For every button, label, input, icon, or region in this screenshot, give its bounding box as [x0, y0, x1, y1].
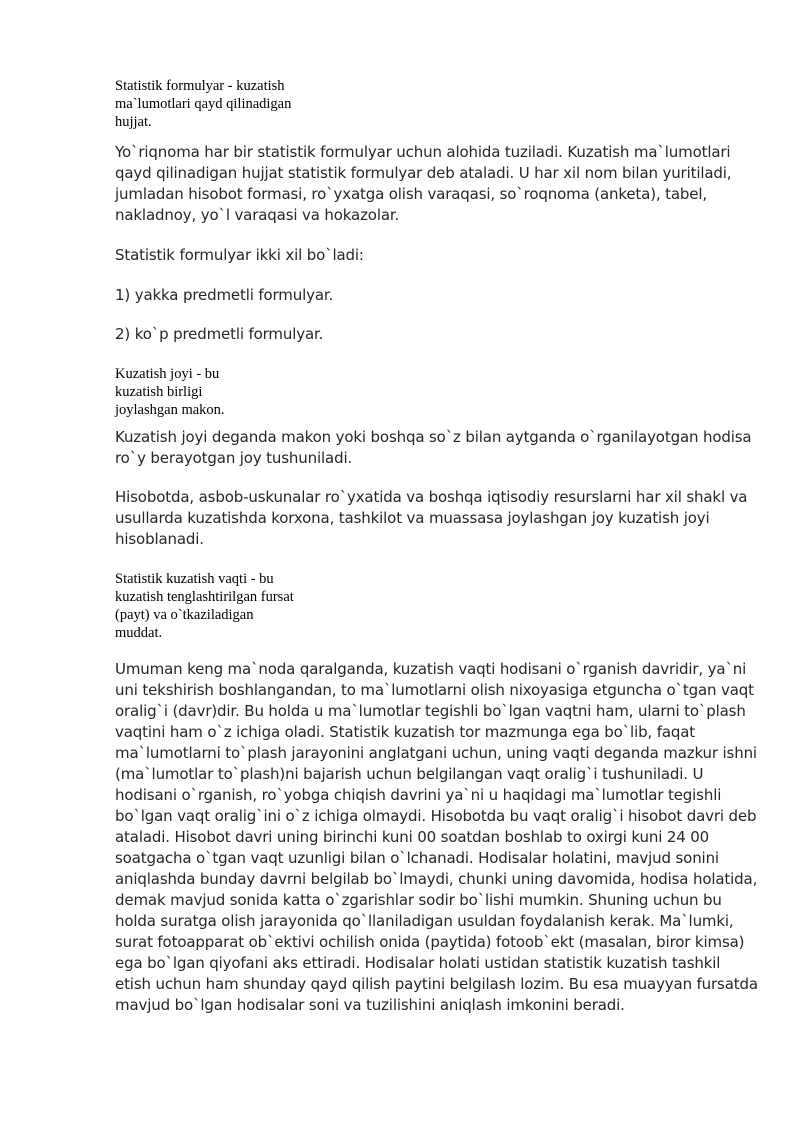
paragraph-line: etish uchun ham shunday qayd qilish paytini belgilash lozim. Bu esa muayyan fursatda [115, 975, 758, 993]
paragraph-line: Umuman keng ma`noda qaralganda, kuzatish vaqti hodisani o`rganish davridir, ya`ni [115, 660, 747, 678]
paragraph-line: aniqlashda bunday davrni belgilab bo`lmaydi, chunki uning davomida, hodisa holatida, [115, 870, 758, 888]
heading-line: muddat. [115, 625, 163, 641]
list-item-kop-predmetli [115, 324, 755, 345]
paragraph-line: holda suratga olish jarayonida qo`llaniladigan usuldan foydalanish kerak. Ma`lumki, [115, 912, 734, 930]
paragraph-line: ma`lumotlarni to`plash jarayonini anglatgani uchun, uning vaqti deganda mazkur ishni [115, 744, 757, 762]
paragraph-line: uni tekshirish boshlangandan, to ma`lumotlarni olish nixoyasiga etguncha o`tgan vaqt [115, 681, 754, 699]
paragraph-line: ro`y berayotgan joy tushuniladi. [115, 449, 353, 467]
paragraph-line: 1) yakka predmetli formulyar. [115, 286, 334, 304]
paragraph-umuman-keng-manoda [115, 659, 758, 1016]
heading-line: Statistik kuzatish vaqti - bu [115, 571, 274, 587]
paragraph-line: soatgacha o`tgan vaqt uzunligi bilan o`lchanadi. Hodisalar holatini, mavjud sonini [115, 849, 719, 867]
paragraph-kuzatish-joyi-deganda [115, 427, 755, 469]
section-heading-statistik-formulyar [115, 77, 291, 131]
paragraph-line: oralig`i (davr)dir. Bu holda u ma`lumotlar tegishli bo`lgan vaqtni ham, ularni to`plash [115, 702, 746, 720]
heading-line: kuzatish tenglashtirilgan fursat [115, 589, 294, 605]
paragraph-line: ega bo`lgan qiyofani aks ettiradi. Hodisalar holati ustidan statistik kuzatish tashkil [115, 954, 721, 972]
paragraph-line: usullarda kuzatishda korxona, tashkilot va muassasa joylashgan joy kuzatish joyi [115, 509, 710, 527]
paragraph-yoriqnoma [115, 142, 755, 226]
paragraph-line: Hisobotda, asbob-uskunalar ro`yxatida va boshqa iqtisodiy resurslarni har xil shakl va [115, 488, 748, 506]
heading-line: Kuzatish joyi - bu [115, 366, 220, 382]
paragraph-line: vaqtini ham o`z ichiga oladi. Statistik kuzatish tor mazmunga ega bo`lib, faqat [115, 723, 696, 741]
paragraph-line: surat fotoapparat ob`ektivi ochilish onida (paytida) fotoob`ekt (masalan, biror kimsa) [115, 933, 745, 951]
paragraph-line: Kuzatish joyi deganda makon yoki boshqa so`z bilan aytganda o`rganilayotgan hodisa [115, 428, 752, 446]
paragraph-line: hisoblanadi. [115, 530, 204, 548]
list-item-yakka-predmetli [115, 285, 755, 306]
paragraph-line: Yo`riqnoma har bir statistik formulyar uchun alohida tuziladi. Kuzatish ma`lumotlari [115, 143, 731, 161]
heading-line: hujjat. [115, 114, 152, 130]
paragraph-hisobotda-asbob [115, 487, 755, 550]
heading-line: Statistik formulyar - kuzatish [115, 78, 285, 94]
heading-line: joylashgan makon. [115, 402, 225, 418]
paragraph-ikki-xil [115, 245, 755, 266]
heading-line: (payt) va o`tkaziladigan [115, 607, 254, 623]
paragraph-line: ataladi. Hisobot davri uning birinchi kuni 00 soatdan boshlab to oxirgi kuni 24 00 [115, 828, 710, 846]
paragraph-line: jumladan hisobot formasi, ro`yxatga olish varaqasi, so`roqnoma (anketa), tabel, [115, 185, 708, 203]
paragraph-line: nakladnoy, yo`l varaqasi va hokazolar. [115, 206, 400, 224]
paragraph-line: hodisani o`rganish, ro`yobga chiqish davrini ya`ni u haqidagi ma`lumotlar tegishli [115, 786, 722, 804]
heading-line: ma`lumotlari qayd qilinadigan [115, 96, 292, 112]
paragraph-line: (ma`lumotlar to`plash)ni bajarish uchun belgilangan vaqt oralig`i tushuniladi. U [115, 765, 704, 783]
paragraph-line: bo`lgan vaqt oralig`ini o`z ichiga olmaydi. Hisobotda bu vaqt oralig`i hisobot davri deb [115, 807, 757, 825]
paragraph-line: Statistik formulyar ikki xil bo`ladi: [115, 246, 364, 264]
heading-line: kuzatish birligi [115, 384, 203, 400]
paragraph-line: mavjud bo`lgan hodisalar soni va tuzilishini aniqlash imkonini beradi. [115, 996, 625, 1014]
section-heading-kuzatish-joyi [115, 365, 225, 419]
section-heading-kuzatish-vaqti [115, 570, 294, 642]
paragraph-line: qayd qilinadigan hujjat statistik formulyar deb ataladi. U har xil nom bilan yuritiladi, [115, 164, 732, 182]
paragraph-line: 2) ko`p predmetli formulyar. [115, 325, 324, 343]
paragraph-line: demak mavjud sonida katta o`zgarishlar sodir bo`lishi mumkin. Shuning uchun bu [115, 891, 722, 909]
